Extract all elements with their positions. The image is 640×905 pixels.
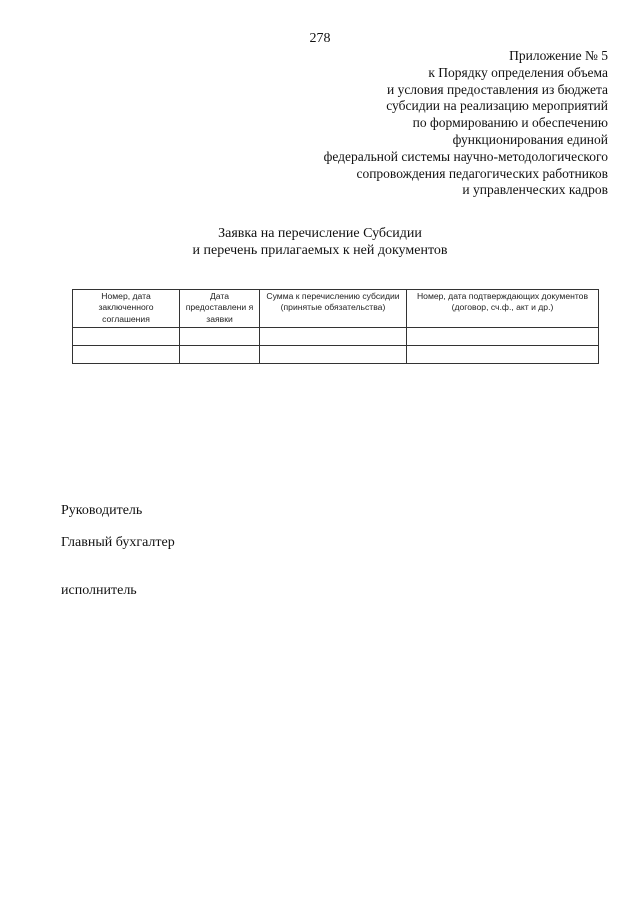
table-header-row [73, 290, 599, 328]
appendix-line: сопровождения педагогических работников [356, 165, 608, 181]
col-header-agreement: Номер, дата заключенного соглашения [73, 290, 180, 328]
page-number: 278 [309, 31, 331, 46]
table-cell[interactable] [407, 328, 599, 346]
table-cell[interactable] [180, 346, 260, 364]
title-line-1: Заявка на перечисление Субсидии [218, 226, 422, 241]
appendix-line: и управленческих кадров [462, 182, 608, 198]
col-header-documents: Номер, дата подтверждающих документов (договор, сч.ф., акт и др.) [407, 290, 599, 328]
table-cell[interactable] [180, 328, 260, 346]
document-title [0, 225, 640, 259]
signature-head: Руководитель [61, 503, 143, 518]
col-header-request-date: Дата предоставлени я заявки [180, 290, 260, 328]
appendix-block [324, 48, 608, 199]
table-cell[interactable] [260, 328, 407, 346]
table-row [73, 328, 599, 346]
table-row [73, 346, 599, 364]
appendix-line: федеральной системы научно-методологического [323, 148, 608, 164]
table-cell[interactable] [407, 346, 599, 364]
table-cell[interactable] [73, 346, 180, 364]
table-cell[interactable] [73, 328, 180, 346]
appendix-line: и условия предоставления из бюджета [386, 81, 608, 97]
request-table [72, 289, 599, 364]
title-line-2: и перечень прилагаемых к ней документов [192, 243, 448, 258]
signature-executor: исполнитель [61, 583, 137, 598]
appendix-line: по формированию и обеспечению [412, 115, 608, 131]
signature-chief-accountant: Главный бухгалтер [61, 535, 175, 550]
appendix-line: субсидии на реализацию мероприятий [386, 98, 608, 114]
appendix-line: к Порядку определения объема [428, 64, 608, 80]
table-cell[interactable] [260, 346, 407, 364]
col-header-amount: Сумма к перечислению субсидии (принятые обязательства) [260, 290, 407, 328]
appendix-line: Приложение № 5 [509, 48, 608, 63]
appendix-line: функционирования единой [452, 131, 608, 147]
